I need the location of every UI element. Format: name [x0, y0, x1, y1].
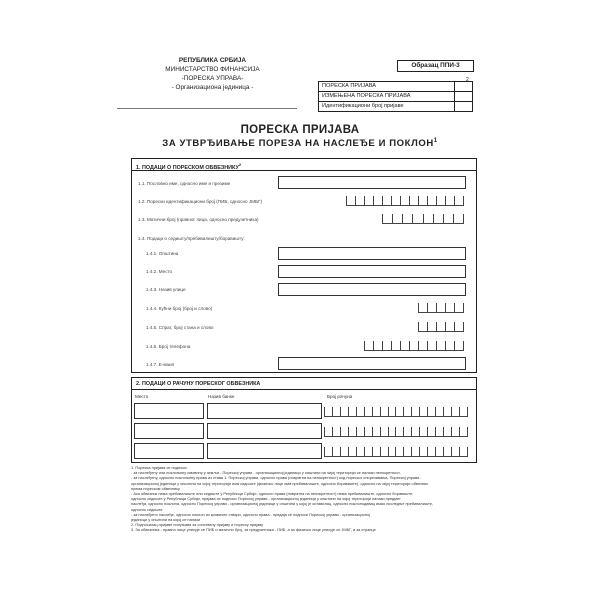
municipality-input[interactable] — [278, 247, 466, 260]
return-type-row — [319, 82, 472, 92]
return-type-row — [319, 92, 472, 102]
footnote-line: јединици у општини на којој се налази — [131, 517, 201, 523]
account-number-cells[interactable] — [324, 447, 468, 456]
footnote-line: односно седиште у Републици Србији, пријава се подноси Пореској управи - организационој јединици у општини на чијој територији налази предмет — [131, 496, 401, 502]
return-type-label: ПОРЕСКА ПРИЈАВА — [319, 82, 455, 91]
label-floor-apartment: 1.4.5. Спрат, број стана и слово — [146, 325, 214, 330]
section-taxpayer — [131, 158, 477, 373]
header-underline — [117, 108, 297, 109]
form-subtitle-text: ЗА УТВРЂИВАЊЕ ПОРЕЗА НА НАСЛЕЂЕ И ПОКЛОН — [162, 138, 434, 150]
small-number: 2 — [466, 77, 469, 83]
label-pib: 1.2. Порески идентификациони број (ПИБ, односно ЈМБГ) — [138, 199, 262, 204]
street-input[interactable] — [278, 283, 466, 296]
pib-cells[interactable] — [346, 196, 464, 205]
footnote-line: наслеђа, односно поклона, односно Пореској управи - организационој јединици у општини у којој је оставилац, односно поклонодавац имао последње пребивалиште, — [131, 501, 433, 507]
registration-number-cells[interactable] — [382, 214, 464, 223]
bank-name-input[interactable] — [207, 443, 322, 459]
label-municipality: 1.4.1. Општина — [146, 251, 179, 256]
footnote-line: 1. Пореска пријава се подноси: — [131, 465, 188, 470]
footnotes — [131, 465, 476, 533]
bank-place-input[interactable] — [134, 423, 204, 439]
header-org-unit: - Организациона јединица - — [171, 84, 254, 91]
label-street: 1.4.3. Назив улице — [146, 287, 186, 292]
phone-cells[interactable] — [364, 341, 464, 350]
section-bank-title: 2. ПОДАЦИ О РАЧУНУ ПОРЕСКОГ ОБВЕЗНИКА — [136, 381, 261, 387]
account-number-cells[interactable] — [324, 407, 468, 416]
footnote-line: односно седиште — [131, 506, 163, 512]
return-type-row — [319, 102, 472, 111]
label-place: 1.4.2. Место — [146, 269, 173, 274]
form-subtitle-footnote: 1 — [433, 138, 438, 144]
footnote-line: организационој јединици у општини на чијој територији има седиште (физичко лице има пребивалиште, односно боравиште), односно на чијој територији обвезник — [131, 480, 428, 486]
footnote-line: 2. Подносилац пријаве попуњава за сопствену пријаву и пореску пријаву — [131, 522, 264, 528]
floor-apartment-cells[interactable] — [418, 322, 464, 331]
return-type-label: ИЗМЕЊЕНА ПОРЕСКА ПРИЈАВА — [319, 92, 455, 101]
label-registration-number: 1.3. Матични број (правног лица, односно предузетника) — [138, 217, 259, 222]
column-account-label: Број рачуна — [327, 394, 353, 399]
form-subtitle — [0, 138, 600, 149]
label-email: 1.4.7. E-маил — [146, 362, 175, 367]
column-bank-label: Назив банке — [208, 394, 235, 399]
header-ministry: МИНИСТАРСТВО ФИНАНСИЈА — [165, 66, 260, 73]
header-tax-administration: -ПОРЕСКА УПРАВА- — [181, 75, 244, 82]
label-address-data: 1.4. Подаци о седишту/пребивалишту/боравишту: — [138, 236, 245, 241]
section-taxpayer-footnote: 2 — [238, 162, 242, 167]
bank-name-input[interactable] — [207, 403, 322, 419]
place-input[interactable] — [278, 265, 466, 278]
footnote-line: - Ако обвезник нема пребивалиште или седиште у Републици Србији, односно права (повратна на непокретност) нема пребивалиште, односно боравиште, — [131, 491, 414, 497]
return-id-field[interactable] — [455, 102, 472, 111]
section-divider — [132, 389, 476, 390]
name-input[interactable] — [278, 176, 466, 189]
return-type-checkbox[interactable] — [455, 92, 472, 101]
return-id-label: Идентификациони број пријаве — [319, 102, 455, 111]
footnote-line: према пореском обвезнику — [131, 485, 180, 491]
footnote-line: - за наслеђено наслеђе, односно поклон из кривичне ствари, односно права - предаја се подноси Пореској управи - организационој — [131, 511, 371, 517]
account-number-cells[interactable] — [324, 427, 468, 436]
footnote-line: - за наслеђену, односно поклоњену права из става 1. Пореској управи, односно права (повратна на непокретност) код пореског опорезивања, Пореској управи - — [131, 475, 422, 481]
return-type-box — [318, 81, 473, 112]
bank-place-input[interactable] — [134, 403, 204, 419]
house-number-cells[interactable] — [418, 303, 464, 312]
section-bank-account — [131, 377, 477, 463]
label-house-number: 1.4.4. Кућни број (број и слово) — [146, 306, 213, 311]
authority-header — [135, 56, 290, 92]
header-republic: РЕПУБЛИКА СРБИЈА — [178, 57, 247, 64]
label-name: 1.1. Пословно име, односно име и презиме — [138, 181, 231, 186]
column-place-label: Место — [135, 394, 149, 399]
footnote-line: 3. За обвезника - правно лице уписује се ПИБ и матични број, за предузетника - ПИБ, а за физичко лице уписује се ЈМБГ, а за странце — [131, 527, 376, 533]
label-phone: 1.4.6. Број телефона — [146, 344, 191, 349]
bank-place-input[interactable] — [134, 443, 204, 459]
email-input[interactable] — [278, 357, 466, 370]
footnote-line: - за наслеђену или поклоњену имовину у земљи - Пореској управи - организационој јединици у општини на чијој територији се налази непокретност, — [131, 470, 401, 476]
section-taxpayer-title-text: 1. ПОДАЦИ О ПОРЕСКОМ ОБВЕЗНИКУ — [136, 164, 239, 171]
form-code: Образац ППИ-3 — [397, 60, 474, 72]
form-title: ПОРЕСКА ПРИЈАВА — [240, 124, 360, 136]
section-divider — [132, 170, 476, 171]
bank-name-input[interactable] — [207, 423, 322, 439]
return-type-checkbox[interactable] — [455, 82, 472, 91]
